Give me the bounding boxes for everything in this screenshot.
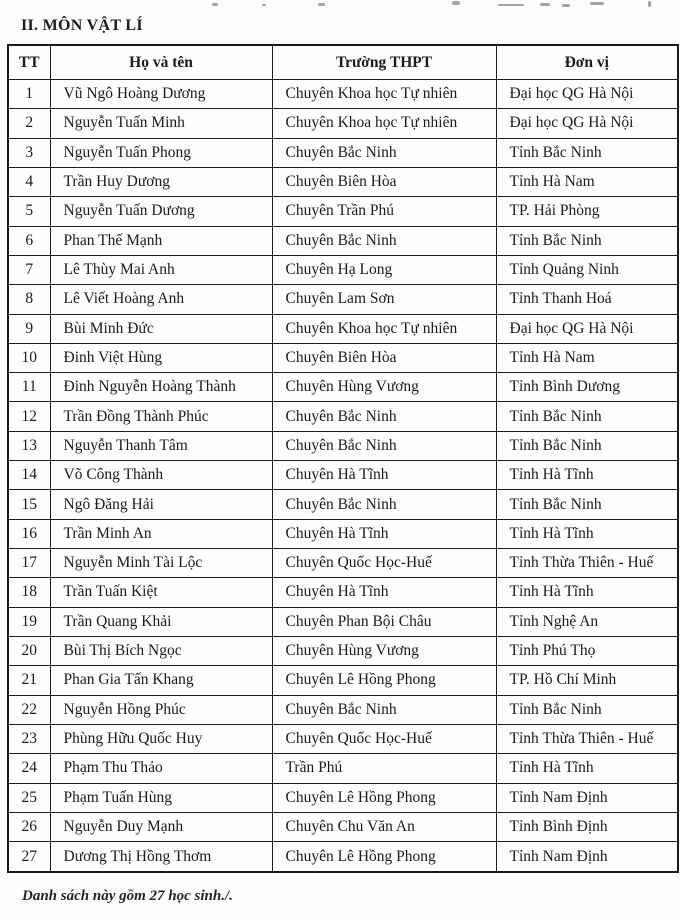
table-row bbox=[8, 314, 678, 343]
student-name-cell: Trần Minh An bbox=[50, 519, 272, 548]
unit-cell: Tỉnh Thanh Hoá bbox=[496, 285, 678, 314]
table-row bbox=[8, 812, 678, 841]
school-cell: Chuyên Trần Phú bbox=[272, 197, 496, 226]
unit-cell: Đại học QG Hà Nội bbox=[496, 80, 678, 109]
row-number-cell: 12 bbox=[8, 402, 50, 431]
row-number-cell: 15 bbox=[8, 490, 50, 519]
row-number-cell: 13 bbox=[8, 431, 50, 460]
unit-cell: Tỉnh Hà Tĩnh bbox=[496, 578, 678, 607]
row-number-cell: 9 bbox=[8, 314, 50, 343]
table-row bbox=[8, 343, 678, 372]
school-cell: Chuyên Khoa học Tự nhiên bbox=[272, 109, 496, 138]
school-cell: Chuyên Hạ Long bbox=[272, 255, 496, 284]
table-row bbox=[8, 461, 678, 490]
student-name-cell: Trần Đồng Thành Phúc bbox=[50, 402, 272, 431]
school-cell: Chuyên Lê Hồng Phong bbox=[272, 783, 496, 812]
table-row bbox=[8, 549, 678, 578]
table-row bbox=[8, 167, 678, 196]
header-name: Họ và tên bbox=[50, 45, 272, 80]
row-number-cell: 20 bbox=[8, 636, 50, 665]
school-cell: Chuyên Hà Tĩnh bbox=[272, 461, 496, 490]
table-row bbox=[8, 695, 678, 724]
row-number-cell: 22 bbox=[8, 695, 50, 724]
school-cell: Chuyên Bắc Ninh bbox=[272, 138, 496, 167]
student-name-cell: Trần Huy Dương bbox=[50, 167, 272, 196]
student-name-cell: Nguyễn Hồng Phúc bbox=[50, 695, 272, 724]
school-cell: Chuyên Khoa học Tự nhiên bbox=[272, 314, 496, 343]
unit-cell: Tỉnh Quảng Ninh bbox=[496, 255, 678, 284]
student-name-cell: Đinh Nguyễn Hoàng Thành bbox=[50, 373, 272, 402]
table-row bbox=[8, 842, 678, 872]
table-row bbox=[8, 138, 678, 167]
student-name-cell: Ngô Đăng Hải bbox=[50, 490, 272, 519]
school-cell: Chuyên Bắc Ninh bbox=[272, 695, 496, 724]
row-number-cell: 19 bbox=[8, 607, 50, 636]
unit-cell: TP. Hải Phòng bbox=[496, 197, 678, 226]
school-cell: Chuyên Lê Hồng Phong bbox=[272, 842, 496, 872]
student-name-cell: Phạm Thu Thảo bbox=[50, 754, 272, 783]
table-row bbox=[8, 666, 678, 695]
student-roster-table bbox=[7, 44, 679, 873]
school-cell: Chuyên Quốc Học-Huế bbox=[272, 724, 496, 753]
table-row bbox=[8, 783, 678, 812]
school-cell: Chuyên Bắc Ninh bbox=[272, 402, 496, 431]
footer-note: Danh sách này gồm 27 học sinh./. bbox=[22, 888, 233, 904]
unit-cell: Tỉnh Bình Định bbox=[496, 812, 678, 841]
row-number-cell: 3 bbox=[8, 138, 50, 167]
unit-cell: Tỉnh Nghệ An bbox=[496, 607, 678, 636]
student-name-cell: Phan Gia Tấn Khang bbox=[50, 666, 272, 695]
student-name-cell: Nguyễn Duy Mạnh bbox=[50, 812, 272, 841]
table-row bbox=[8, 754, 678, 783]
school-cell: Chuyên Chu Văn An bbox=[272, 812, 496, 841]
table-row bbox=[8, 109, 678, 138]
school-cell: Chuyên Lam Sơn bbox=[272, 285, 496, 314]
table-row bbox=[8, 724, 678, 753]
unit-cell: Tỉnh Bắc Ninh bbox=[496, 431, 678, 460]
table-row bbox=[8, 636, 678, 665]
unit-cell: Tỉnh Thừa Thiên - Huế bbox=[496, 724, 678, 753]
table-row bbox=[8, 373, 678, 402]
header-unit: Đơn vị bbox=[496, 45, 678, 80]
table-row bbox=[8, 255, 678, 284]
unit-cell: Đại học QG Hà Nội bbox=[496, 314, 678, 343]
row-number-cell: 23 bbox=[8, 724, 50, 753]
row-number-cell: 21 bbox=[8, 666, 50, 695]
unit-cell: Tỉnh Nam Định bbox=[496, 842, 678, 872]
row-number-cell: 5 bbox=[8, 197, 50, 226]
row-number-cell: 4 bbox=[8, 167, 50, 196]
row-number-cell: 7 bbox=[8, 255, 50, 284]
table-row bbox=[8, 431, 678, 460]
row-number-cell: 11 bbox=[8, 373, 50, 402]
school-cell: Chuyên Hà Tĩnh bbox=[272, 578, 496, 607]
header-tt: TT bbox=[8, 45, 50, 80]
student-name-cell: Nguyễn Thanh Tâm bbox=[50, 431, 272, 460]
unit-cell: Tỉnh Nam Định bbox=[496, 783, 678, 812]
row-number-cell: 25 bbox=[8, 783, 50, 812]
student-name-cell: Vũ Ngô Hoàng Dương bbox=[50, 80, 272, 109]
student-name-cell: Dương Thị Hồng Thơm bbox=[50, 842, 272, 872]
school-cell: Chuyên Bắc Ninh bbox=[272, 226, 496, 255]
unit-cell: Tỉnh Hà Tĩnh bbox=[496, 519, 678, 548]
student-name-cell: Trần Tuấn Kiệt bbox=[50, 578, 272, 607]
row-number-cell: 18 bbox=[8, 578, 50, 607]
unit-cell: TP. Hồ Chí Minh bbox=[496, 666, 678, 695]
row-number-cell: 17 bbox=[8, 549, 50, 578]
table-row bbox=[8, 80, 678, 109]
row-number-cell: 16 bbox=[8, 519, 50, 548]
unit-cell: Tỉnh Phú Thọ bbox=[496, 636, 678, 665]
school-cell: Chuyên Lê Hồng Phong bbox=[272, 666, 496, 695]
school-cell: Chuyên Hùng Vương bbox=[272, 373, 496, 402]
student-name-cell: Bùi Minh Đức bbox=[50, 314, 272, 343]
school-cell: Chuyên Bắc Ninh bbox=[272, 490, 496, 519]
unit-cell: Tỉnh Bắc Ninh bbox=[496, 695, 678, 724]
student-name-cell: Phạm Tuấn Hùng bbox=[50, 783, 272, 812]
school-cell: Chuyên Biên Hòa bbox=[272, 167, 496, 196]
student-name-cell: Nguyễn Minh Tài Lộc bbox=[50, 549, 272, 578]
unit-cell: Đại học QG Hà Nội bbox=[496, 109, 678, 138]
unit-cell: Tỉnh Thừa Thiên - Huế bbox=[496, 549, 678, 578]
unit-cell: Tỉnh Bắc Ninh bbox=[496, 402, 678, 431]
school-cell: Chuyên Biên Hòa bbox=[272, 343, 496, 372]
scan-artifact-top-fragments bbox=[0, 0, 681, 10]
table-row bbox=[8, 607, 678, 636]
table-header bbox=[8, 45, 678, 80]
student-name-cell: Lê Thùy Mai Anh bbox=[50, 255, 272, 284]
table-row bbox=[8, 226, 678, 255]
row-number-cell: 8 bbox=[8, 285, 50, 314]
row-number-cell: 1 bbox=[8, 80, 50, 109]
student-name-cell: Phan Thế Mạnh bbox=[50, 226, 272, 255]
student-name-cell: Phùng Hữu Quốc Huy bbox=[50, 724, 272, 753]
table-body bbox=[8, 80, 678, 873]
table-header-row bbox=[8, 45, 678, 80]
row-number-cell: 27 bbox=[8, 842, 50, 872]
student-name-cell: Trần Quang Khải bbox=[50, 607, 272, 636]
student-name-cell: Võ Công Thành bbox=[50, 461, 272, 490]
unit-cell: Tỉnh Bắc Ninh bbox=[496, 226, 678, 255]
table-row bbox=[8, 402, 678, 431]
table-row bbox=[8, 578, 678, 607]
table-row bbox=[8, 490, 678, 519]
school-cell: Chuyên Hùng Vương bbox=[272, 636, 496, 665]
unit-cell: Tỉnh Hà Nam bbox=[496, 167, 678, 196]
row-number-cell: 26 bbox=[8, 812, 50, 841]
table-row bbox=[8, 519, 678, 548]
row-number-cell: 6 bbox=[8, 226, 50, 255]
header-school: Trường THPT bbox=[272, 45, 496, 80]
school-cell: Chuyên Quốc Học-Huế bbox=[272, 549, 496, 578]
school-cell: Chuyên Phan Bội Châu bbox=[272, 607, 496, 636]
school-cell: Chuyên Khoa học Tự nhiên bbox=[272, 80, 496, 109]
student-name-cell: Nguyễn Tuấn Phong bbox=[50, 138, 272, 167]
row-number-cell: 24 bbox=[8, 754, 50, 783]
unit-cell: Tỉnh Hà Tĩnh bbox=[496, 461, 678, 490]
student-name-cell: Lê Viết Hoàng Anh bbox=[50, 285, 272, 314]
row-number-cell: 2 bbox=[8, 109, 50, 138]
student-name-cell: Bùi Thị Bích Ngọc bbox=[50, 636, 272, 665]
school-cell: Chuyên Hà Tĩnh bbox=[272, 519, 496, 548]
unit-cell: Tỉnh Bắc Ninh bbox=[496, 490, 678, 519]
school-cell: Chuyên Bắc Ninh bbox=[272, 431, 496, 460]
table-row bbox=[8, 197, 678, 226]
section-title: II. MÔN VẬT LÍ bbox=[21, 17, 143, 34]
row-number-cell: 10 bbox=[8, 343, 50, 372]
unit-cell: Tỉnh Bắc Ninh bbox=[496, 138, 678, 167]
student-name-cell: Đinh Việt Hùng bbox=[50, 343, 272, 372]
unit-cell: Tỉnh Bình Dương bbox=[496, 373, 678, 402]
student-name-cell: Nguyễn Tuấn Minh bbox=[50, 109, 272, 138]
school-cell: Trần Phú bbox=[272, 754, 496, 783]
student-name-cell: Nguyễn Tuấn Dương bbox=[50, 197, 272, 226]
table-row bbox=[8, 285, 678, 314]
unit-cell: Tỉnh Hà Nam bbox=[496, 343, 678, 372]
unit-cell: Tỉnh Hà Tĩnh bbox=[496, 754, 678, 783]
row-number-cell: 14 bbox=[8, 461, 50, 490]
